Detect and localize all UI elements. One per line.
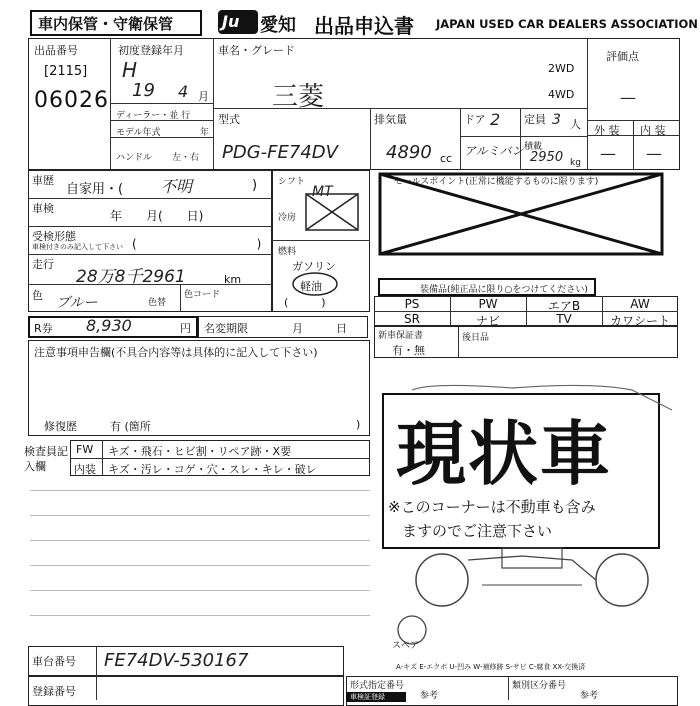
vehicle-name: 三菱 (272, 82, 325, 112)
option-aw: AW (630, 297, 650, 311)
capacity-unit: 人 (570, 118, 581, 131)
color-code-label: 色コード (184, 290, 221, 300)
footer-ref-2: 参考 (580, 691, 599, 701)
handle-label: ハンドル (116, 153, 153, 163)
expiry-fields: 月 日 (292, 322, 347, 335)
lot-sub: [2115] (44, 64, 88, 79)
drive-4wd: 4WD (548, 88, 575, 101)
notice-headline: 現状車 (396, 413, 612, 495)
chassis-label: 車台番号 (32, 655, 76, 668)
rear-label: 後日品 (462, 333, 490, 343)
receive-note: 車検付きのみ記入して下さい (32, 243, 123, 251)
ac-crossed-box (304, 192, 360, 232)
recycle-amount: 8,930 (86, 316, 132, 335)
warranty-value: 有・無 (392, 344, 425, 357)
reg-month: 4 (178, 82, 189, 101)
displacement-label: 排気量 (374, 113, 407, 126)
recycle-label: R券 (34, 322, 53, 335)
reg-month-unit: 月 (198, 90, 209, 103)
receive-label: 受検形態 (32, 230, 76, 243)
first-reg-label: 初度登録年月 (118, 44, 184, 57)
option-sr: SR (404, 312, 420, 326)
reg-era: H (122, 58, 138, 82)
mileage-value: 28万8千2961 (76, 267, 186, 287)
spare-label: スペア (392, 641, 420, 651)
category-label: 類別区分番号 (512, 681, 567, 691)
color-label: 色 (32, 289, 43, 302)
fuel-paren: ( ) (284, 296, 326, 309)
exterior-label: 外 装 (594, 124, 620, 137)
history-label: 車歴 (32, 174, 54, 187)
storage-tag-text: 車内保管・守衛保管 (38, 15, 174, 33)
load-value: 2950 (530, 150, 564, 165)
color-value: ブルー (56, 295, 98, 311)
load-unit: kg (570, 158, 581, 168)
options-label: 装備品(純正品に限り○をつけてください) (420, 285, 588, 295)
capacity-value: 3 (552, 112, 561, 128)
history-usage-close: ) (252, 178, 258, 193)
color-change: 色替 (148, 298, 167, 308)
type-label: 型式 (218, 113, 240, 126)
notice-body-2: ますのでご注意下さい (402, 522, 553, 540)
inspection-fields: 年 月( 日) (110, 209, 204, 223)
inspection-label: 車検 (32, 202, 54, 215)
fuel-light-oil: 軽油 (300, 280, 322, 293)
selling-point-crossed (378, 172, 664, 256)
recycle-unit: 円 (180, 322, 191, 335)
interior-label: 内 装 (640, 124, 666, 137)
repair-close: ) (356, 418, 361, 431)
warranty-label: 新車保証書 (378, 331, 424, 341)
option-ps: PS (404, 297, 420, 311)
reg-number-label: 登録番号 (32, 685, 76, 698)
interior-value: — (646, 144, 662, 163)
load-label: 積載 (524, 142, 543, 152)
door-value: 2 (490, 110, 501, 129)
option-pw: PW (478, 297, 498, 311)
notes-label: 注意事項申告欄(不具合内容等は具体的に記入して下さい) (34, 346, 318, 359)
score-value: — (620, 88, 636, 107)
expiry-label: 名変期限 (204, 322, 248, 335)
inspector-fw: FW (76, 443, 94, 456)
mileage-unit: km (224, 273, 242, 286)
capacity-label: 定員 (524, 113, 546, 126)
mileage-label: 走行 (32, 258, 54, 271)
door-label: ドア (464, 113, 486, 126)
logo-city: 愛知 (260, 15, 296, 36)
drive-2wd: 2WD (548, 62, 575, 75)
history-usage: 自家用・( (66, 182, 124, 197)
form-title: 出品申込書 (314, 14, 414, 38)
repair-label: 修復歴 (44, 420, 77, 433)
vehicle-diagram (372, 380, 692, 670)
damage-legend: A-キズ E-エクボ U-凹み W-補修跡 S-サビ C-腐食 XX-交換済 (396, 663, 586, 671)
option-airbag: エアB (547, 299, 581, 313)
ju-logo-text: Ju (222, 12, 240, 31)
option-tv: TV (556, 312, 572, 326)
shift-label: シフト (278, 177, 306, 187)
ac-label: 冷房 (278, 213, 297, 223)
model-year-unit: 年 (200, 128, 210, 138)
selling-point-label: セールスポイント(正常に機能するものに限ります) (394, 177, 599, 187)
inspector-interior: 内装 (74, 463, 96, 476)
handle-value: 左・右 (172, 153, 200, 163)
inspector-fw-items: キズ・飛石・ヒビ割・リペア跡・X要 (108, 445, 292, 458)
option-navi: ナビ (475, 314, 500, 328)
dealer-label: ディーラー・並 行 (116, 111, 191, 121)
cert-label: 車検証登録 (350, 693, 385, 701)
history-usage-value: 不明 (160, 177, 193, 196)
shift-value: MT (312, 184, 333, 200)
displacement-value: 4890 (386, 142, 432, 163)
notice-body-1: ※このコーナーは不動車も含み (388, 498, 596, 516)
association-name: JAPAN USED CAR DEALERS ASSOCIATION (436, 17, 698, 31)
model-year-label: モデル年式 (116, 128, 161, 138)
reg-year: 19 (132, 80, 155, 101)
vehicle-type: PDG-FE74DV (222, 142, 338, 163)
lot-number: 06026 (34, 88, 109, 113)
inspector-interior-items: キズ・汚レ・コゲ・穴・スレ・キレ・破レ (108, 463, 317, 476)
lot-label: 出品番号 (34, 44, 78, 57)
exterior-value: — (600, 144, 616, 163)
option-leather: カワシート (609, 314, 670, 328)
fuel-gasoline: ガソリン (292, 260, 336, 273)
displacement-unit: cc (440, 152, 453, 165)
inspector-label: 検査員記入欄 (24, 445, 68, 473)
fuel-label: 燃料 (278, 247, 297, 257)
repair-value: 有 (箇所 (110, 420, 151, 433)
body-type: アルミバン (464, 144, 524, 158)
chassis-value: FE74DV-530167 (104, 650, 249, 671)
score-label: 評価点 (606, 50, 639, 63)
receive-paren: ( ) (132, 237, 262, 251)
type-designation-label: 形式指定番号 (350, 681, 405, 691)
footer-ref-1: 参考 (420, 691, 439, 701)
vehicle-name-label: 車名・グレード (218, 44, 295, 57)
